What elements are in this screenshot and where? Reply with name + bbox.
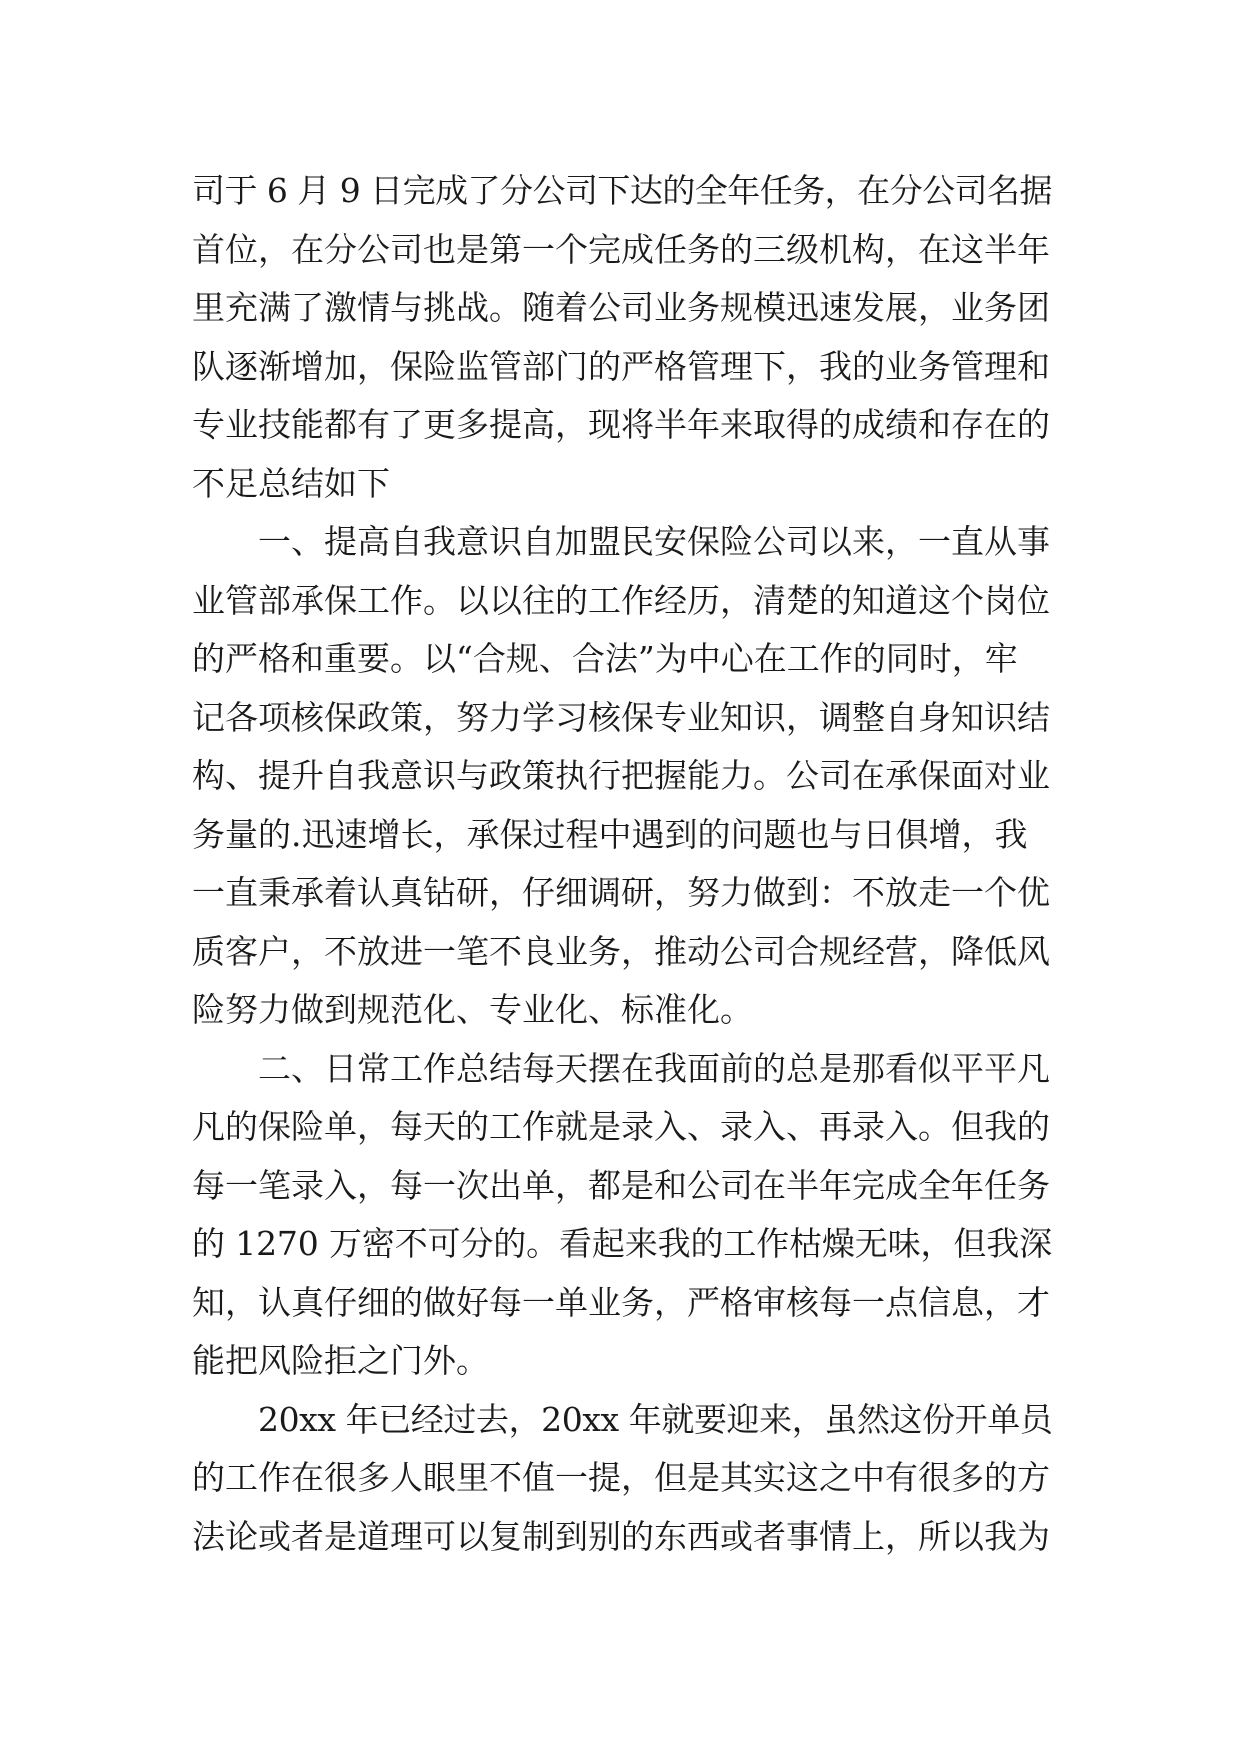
text-line: 记各项核保政策，努力学习核保专业知识，调整自身知识结 xyxy=(192,697,1050,737)
text-line: 险努力做到规范化、专业化、标准化。 xyxy=(192,990,753,1029)
paragraph-first-line: 20xx 年已经过去，20xx 年就要迎来，虽然这份开单员 xyxy=(258,1399,1053,1439)
text-line: 的严格和重要。以“合规、合法”为中心在工作的同时，牢 xyxy=(192,639,1018,678)
text-line: 法论或者是道理可以复制到别的东西或者事情上，所以我为 xyxy=(192,1516,1050,1556)
text-line: 业管部承保工作。以以往的工作经历，清楚的知道这个岗位 xyxy=(192,580,1050,620)
text-line: 队逐渐增加，保险监管部门的严格管理下，我的业务管理和 xyxy=(192,346,1050,386)
document-body xyxy=(192,162,1052,1566)
text-line: 务量的.迅速增长，承保过程中遇到的问题也与日俱增，我 xyxy=(192,814,1028,854)
text-line: 构、提升自我意识与政策执行把握能力。公司在承保面对业 xyxy=(192,756,1050,795)
text-line: 的工作在很多人眼里不值一提，但是其实这之中有很多的方 xyxy=(192,1458,1050,1497)
text-line: 首位，在分公司也是第一个完成任务的三级机构，在这半年 xyxy=(192,229,1050,269)
text-line: 能把风险拒之门外。 xyxy=(192,1341,489,1380)
text-line: 的 1270 万密不可分的。看起来我的工作枯燥无味，但我深 xyxy=(192,1224,1052,1263)
text-line: 每一笔录入，每一次出单，都是和公司在半年完成全年任务 xyxy=(192,1165,1050,1205)
text-line: 不足总结如下 xyxy=(192,463,390,503)
paragraph-first-line: 二、日常工作总结每天摆在我面前的总是那看似平平凡 xyxy=(258,1048,1050,1088)
text-line: 凡的保险单，每天的工作就是录入、录入、再录入。但我的 xyxy=(192,1107,1050,1146)
text-line: 知，认真仔细的做好每一单业务，严格审核每一点信息，才 xyxy=(192,1282,1050,1322)
text-line: 里充满了激情与挑战。随着公司业务规模迅速发展，业务团 xyxy=(192,288,1050,327)
text-line: 质客户，不放进一笔不良业务，推动公司合规经营，降低风 xyxy=(192,931,1050,971)
paragraph-first-line: 一、提高自我意识自加盟民安保险公司以来，一直从事 xyxy=(258,522,1050,561)
text-line: 一直秉承着认真钻研，仔细调研，努力做到：不放走一个优 xyxy=(192,873,1050,912)
text-line: 司于 6 月 9 日完成了分公司下达的全年任务，在分公司名据 xyxy=(192,171,1052,210)
text-line: 专业技能都有了更多提高，现将半年来取得的成绩和存在的 xyxy=(192,405,1050,444)
